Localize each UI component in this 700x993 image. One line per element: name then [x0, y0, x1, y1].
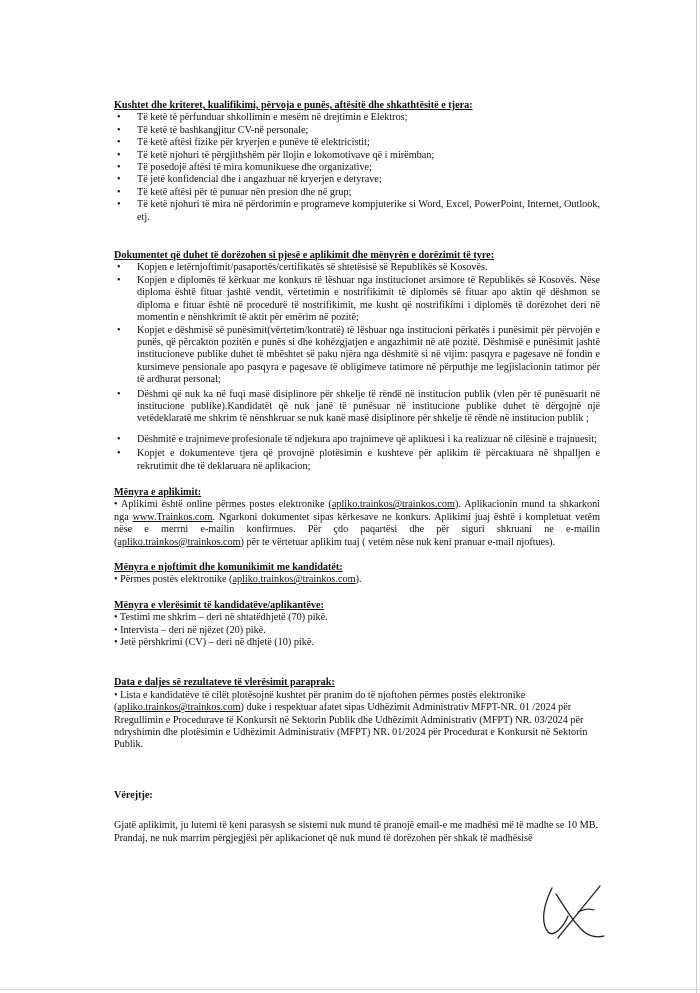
list-item: • Të jetë konfidencial dhe i angazhuar në kryerjen e detyrave;	[114, 174, 600, 186]
list-item: • Kopjen e letërnjoftimit/pasaportës/certifikatës së shtetësisë së Republikës së Kosovës.	[114, 262, 600, 274]
list-item: • Kopjen e diplomës të kërkuar me konkurs të lëshuar nga institucionet arsimore të Republikës së Kosovës. Nëse diploma është fituar jashtë vendit, vërtetimin e nostrifikimit të diplomës së fituar apo aktin që dëshmon se diploma e fituar është në procedurë të nostrifikimit, me kusht që nostrifikimi i diplomës të dorëzohet deri në momentin e nënshkrimit të aktit për emërim në pozitë;	[114, 275, 600, 325]
email-link[interactable]: apliko.trainkos@trainkos.com	[232, 574, 356, 586]
notification-text	[114, 574, 600, 586]
application-method-heading: Mënyra e aplikimit:	[114, 486, 202, 498]
list-item: • Të ketë aftësi fizike për kryerjen e punëve të elektricistit;	[114, 137, 600, 149]
list-item: • Të posedojë aftësi të mira komunikuese dhe organizative;	[114, 162, 600, 174]
note-heading: Vërejtje:	[114, 789, 153, 801]
text-run: ) për te vërtetuar aplikim tuaj ( vetëm nëse nuk keni pranuar e-mail njoftues).	[240, 536, 556, 548]
list-item: • Të ketë të përfunduar shkollimin e mesëm në drejtimin e Elektros;	[114, 112, 600, 124]
email-link[interactable]: apliko.trainkos@trainkos.com	[117, 702, 241, 714]
criteria-heading: Kushtet dhe kriteret, kualifikimi, përvoja e punës, aftësitë dhe shkathtësitë e tjera:	[114, 100, 473, 111]
notification-heading: Mënyra e njoftimit dhe komunikimit me kandidatët:	[114, 562, 343, 573]
text-run: . Ngarkoni dokumentet sipas kërkesave ne konkurs. Aplikimi juaj është i kompletuat vetëm nëse e merrni e-mailin konfirmues. Për çdo paqartësi dhe për siguri shkruani ne e-mailin (	[114, 511, 600, 548]
evaluation-heading: Mënyra e vlerësimit të kandidatëve/aplikantëve:	[114, 599, 324, 611]
list-item: • Të ketë njohuri të mira në përdorimin e programeve kompjuterike si Word, Excel, PowerPoint, Internet, Outlook, etj.	[114, 199, 600, 224]
evaluation-line: • Testimi me shkrim – deri në shtatëdhjetë (70) pikë.	[114, 612, 328, 624]
text-run: • Përmes postës elektronike (	[114, 574, 233, 586]
text-run: ) duke i respektuar afatet sipas Udhëzimit Administrativ MFPT-NR. 01 /2024 për Rregullimin e Procedurave të Konkursit në Sektorin Publik dhe Udhëzimit Administrativ (MFPT) NR. 03/2024 për ndryshimin dhe plotësimin e Udhëzimit Administrativ (MFPT) NR. 01/2024 për Procedurat e Konkursit në Sektorin Publik.	[114, 702, 588, 751]
evaluation-line: • Jetë përshkrimi (CV) – deri në dhjetë (10) pikë.	[114, 637, 314, 649]
text-run: • Aplikimi është online përmes postes elektronike (	[114, 499, 332, 511]
note-text: Gjatë aplikimit, ju lutemi të keni parasysh se sistemi nuk mund të pranojë email-e me madhësi më të madhe se 10 MB. Prandaj, ne nuk marrim përgjegjësi për aplikacionet që nuk mund të dorëzohen për shkak të madhësisë	[114, 820, 599, 844]
results-text	[114, 690, 600, 752]
list-item: • Dëshmitë e trajnimeve profesionale të ndjekura apo trajnimeve që aplikuesi i ka realizuar në cilësinë e trajnuesit;	[114, 434, 600, 446]
list-item: • Të ketë aftësi për të punuar nën presion dhe në grup;	[114, 187, 600, 199]
scan-edge-bottom	[0, 989, 700, 990]
results-heading: Data e daljes së rezultateve të vlerësimit paraprak:	[114, 677, 335, 689]
handwritten-signature	[538, 880, 610, 942]
evaluation-line: • Intervista – deri në njëzet (20) pikë.	[114, 624, 266, 636]
scan-edge-right	[696, 0, 697, 993]
email-link[interactable]: apliko.trainkos@trainkos.com	[117, 536, 241, 548]
text-run: ).	[355, 574, 362, 586]
documents-list	[114, 262, 600, 473]
text-run: • Lista e kandidatëve të cilët plotësojnë kushtet për pranim do të njoftohen përmes postës elektronike (	[114, 689, 526, 714]
email-link[interactable]: apliko.trainkos@trainkos.com	[331, 499, 455, 511]
list-item: • Dëshmi që nuk ka në fuqi masë disiplinore për shkelje të rëndë në institucion publik (vlen për të punësuarit në institucione publike).Kandidatët që nuk janë të punësuar në institucione publike duhet të dërgojnë një vetëdeklaratë me shkrim të nënshkruar se nuk kanë masë disiplinore për shkelje të rëndë në institucion publik ;	[114, 389, 600, 426]
list-item: • Kopjet e dokumenteve tjera që provojnë plotësimin e kushteve për aplikim të përcaktuara në shpalljen e rekrutimit dhe të deklaruara në aplikacion;	[114, 448, 600, 473]
text-run: ). Aplikacionin mund ta shkarkoni nga	[114, 499, 600, 523]
website-link[interactable]: www.Trainkos.com	[132, 511, 213, 523]
list-item: • Të ketë të bashkangjitur CV-në personale;	[114, 125, 600, 137]
documents-heading: Dokumentet që duhet të dorëzohen si pjesë e aplikimit dhe mënyrën e dorëzimit të tyre:	[114, 250, 495, 262]
list-item: • Të ketë njohuri të përgjithshëm për llojin e lokomotivave që i mirëmban;	[114, 150, 600, 162]
application-method-text	[114, 499, 600, 549]
document-body	[114, 100, 600, 845]
list-item: • Kopjet e dëshmisë së punësimit(vërtetim/kontratë) të lëshuar nga institucioni përkatës i punësimit për përvojën e punës, që përcakton pozitën e punës si dhe kohëzgjatjen e angazhimit në atë pozitë. Dëshmisë e punësimit jashtë institucioneve publike duhet të mbështet së paku njëra nga dëshmitë si në vijim: pasqyra e pagesave në fondin e kursimeve pensionale apo pasqyra e pagesave të obligimeve tatimore në përputhje me legjislacionin tatimor për të ardhurat personal;	[114, 325, 600, 387]
criteria-list	[114, 112, 600, 224]
